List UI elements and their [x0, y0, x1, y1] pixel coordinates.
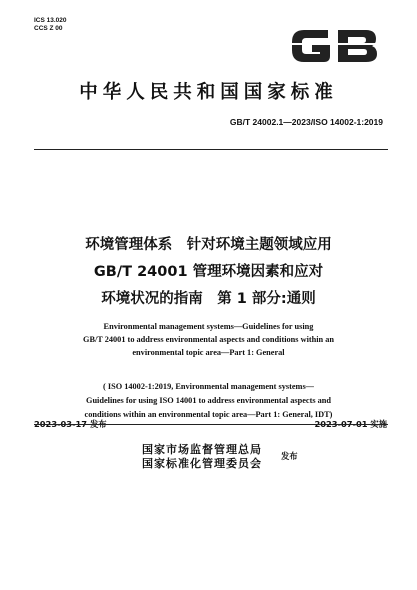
title-english	[0, 320, 417, 359]
title-cn-line: GB/T 24001 管理环境因素和应对	[93, 264, 324, 280]
title-en-line: GB/T 24001 to address environmental aspects and conditions within an	[82, 335, 335, 344]
standard-number: GB/T 24002.1—2023/ISO 14002-1:2019	[229, 117, 383, 127]
issuer-name: 国家标准化管理委员会	[142, 457, 262, 470]
ccs-code: CCS Z 00	[34, 25, 63, 32]
gb-logo	[286, 22, 382, 70]
implementation-date: 2023-07-01 实施	[314, 419, 387, 429]
ics-code: ICS 13.020	[34, 17, 67, 24]
title-cn-line: 环境管理体系 针对环境主题领域应用	[85, 237, 332, 253]
title-en-line: Environmental management systems—Guidelines for using	[103, 322, 314, 331]
reference-line: ( ISO 14002-1:2019, Environmental management systems—	[103, 382, 314, 391]
issuing-authorities	[142, 443, 262, 471]
title-en-line: environmental topic area—Part 1: General	[132, 348, 285, 357]
agency-title: 中华人民共和国国家标准	[79, 82, 338, 103]
classification-codes	[34, 17, 67, 33]
reference-line: Guidelines for using ISO 14001 to address environmental aspects and	[85, 396, 332, 405]
reference-line: conditions within an environmental topic area—Part 1: General, IDT)	[84, 410, 333, 419]
iso-reference	[0, 380, 417, 422]
gb-logo-g	[292, 30, 330, 62]
title-chinese	[0, 232, 417, 313]
divider-top	[34, 149, 388, 150]
issue-date: 2023-03-17 发布	[34, 419, 107, 429]
title-cn-line: 环境状况的指南 第 1 部分:通则	[101, 291, 316, 307]
divider-bottom	[34, 424, 388, 425]
gb-logo-b	[338, 30, 377, 62]
issuer-name: 国家市场监督管理总局	[142, 443, 262, 456]
publish-label: 发布	[281, 451, 298, 461]
